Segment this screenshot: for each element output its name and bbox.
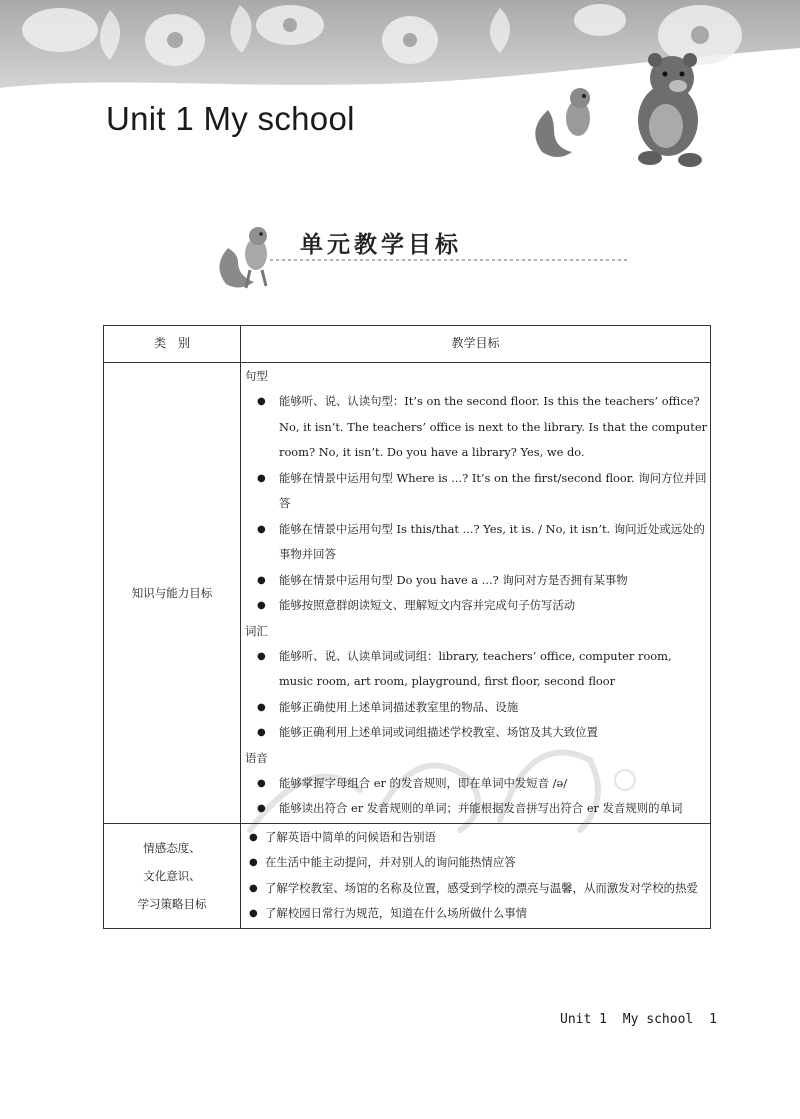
category-emotion bbox=[104, 823, 241, 928]
bullet-icon: ● bbox=[257, 777, 266, 789]
list-item: ● 能够听、说、认读单词或词组：library, teachers’ office, computer room, music room, art room, playground, first floor, second floor bbox=[245, 644, 708, 695]
header-category: 类 别 bbox=[104, 326, 241, 363]
bullet-icon: ● bbox=[249, 857, 258, 868]
banner-illustration bbox=[0, 0, 800, 185]
category-knowledge: 知识与能力目标 bbox=[104, 363, 241, 824]
list-item: ● 能够正确使用上述单词描述教室里的物品、设施 bbox=[245, 695, 708, 721]
bear-icon bbox=[638, 53, 702, 167]
list-item: ● 能够读出符合 er 发音规则的单词；并能根据发音拼写出符合 er 发音规则的单词 bbox=[245, 796, 708, 822]
table-header-row bbox=[104, 326, 711, 363]
bullet-icon: ● bbox=[257, 727, 266, 738]
bullet-icon: ● bbox=[257, 472, 266, 484]
table-row bbox=[104, 823, 711, 928]
squirrel-icon bbox=[219, 227, 267, 288]
list-item: ● 能够正确利用上述单词或词组描述学校教室、场馆及其大致位置 bbox=[245, 720, 708, 746]
category-line: 文化意识、 bbox=[143, 868, 201, 883]
page-number: 1 bbox=[709, 1012, 717, 1027]
bullet-icon: ● bbox=[257, 396, 266, 407]
bullet-icon: ● bbox=[257, 600, 266, 611]
knowledge-goals bbox=[241, 363, 711, 824]
emotion-goals bbox=[241, 823, 711, 928]
section-label-sentences: 句型 bbox=[245, 369, 268, 383]
list-item: ● 能够按照意群朗读短文、理解短文内容并完成句子仿写活动 bbox=[245, 593, 708, 619]
list-item: ● 了解校园日常行为规范，知道在什么场所做什么事情 bbox=[245, 901, 708, 927]
section-label-vocabulary: 词汇 bbox=[245, 623, 268, 638]
bullet-icon: ● bbox=[257, 650, 266, 662]
teaching-goals-table bbox=[103, 325, 711, 929]
squirrel-icon bbox=[535, 88, 590, 157]
list-item: ● 能够在情景中运用句型 Do you have a ...? 询问对方是否拥有某事物 bbox=[245, 568, 708, 594]
bullet-icon: ● bbox=[249, 882, 258, 894]
list-item: ● 能够掌握字母组合 er 的发音规则，即在单词中发短音 /ə/ bbox=[245, 771, 708, 797]
bullet-icon: ● bbox=[257, 574, 266, 586]
list-item: ● 能够听、说、认读句型：It’s on the second floor. Is this the teachers’ office? No, it isn’t. The teachers’ office is next to the library. Is that the computer room? No, it isn’t. Do you have a library? Yes, we do. bbox=[245, 389, 708, 466]
header-goals: 教学目标 bbox=[241, 326, 711, 363]
page-footer bbox=[560, 1012, 725, 1027]
list-item: ● 了解学校教室、场馆的名称及位置，感受到学校的漂亮与温馨，从而激发对学校的热爱 bbox=[245, 876, 708, 902]
bullet-icon: ● bbox=[249, 831, 258, 843]
bullet-icon: ● bbox=[257, 701, 266, 713]
section-title: 单元教学目标 bbox=[300, 231, 462, 258]
list-item: ● 在生活中能主动提问，并对别人的询问能热情应答 bbox=[245, 850, 708, 876]
footer-title: My school bbox=[622, 1012, 694, 1027]
unit-title: Unit 1 My school bbox=[106, 100, 355, 137]
bullet-icon: ● bbox=[257, 803, 266, 814]
list-item: ● 能够在情景中运用句型 Where is ...? It’s on the first/second floor. 询问方位并回答 bbox=[245, 466, 708, 517]
list-item: ● 能够在情景中运用句型 Is this/that ...? Yes, it is. / No, it isn’t. 询问近处或远处的事物并回答 bbox=[245, 517, 708, 568]
category-line: 情感态度、 bbox=[143, 840, 201, 855]
list-item: ● 了解英语中简单的问候语和告别语 bbox=[245, 825, 708, 851]
bullet-icon: ● bbox=[249, 908, 258, 919]
category-line: 学习策略目标 bbox=[137, 896, 207, 911]
bullet-icon: ● bbox=[257, 523, 266, 535]
section-label-phonics: 语音 bbox=[245, 750, 268, 765]
footer-unit: Unit 1 bbox=[560, 1012, 607, 1027]
table-row bbox=[104, 363, 711, 824]
